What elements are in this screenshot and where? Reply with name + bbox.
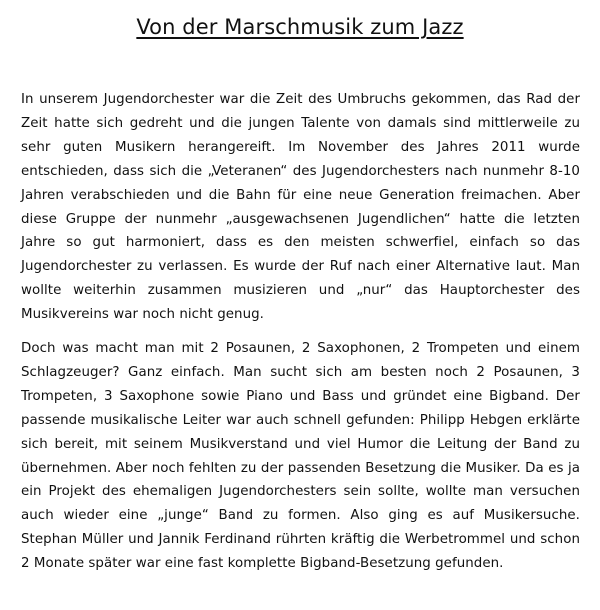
paragraph-2: Doch was macht man mit 2 Posaunen, 2 Saxophonen, 2 Trompeten und einem Schlagzeuger? Ganz einfach. Man sucht sich am besten noch 2 Posaunen, 3 Trompeten, 3 Saxophone sowie Piano und Bass und gründet eine Bigband. Der passende musikalische Leiter war auch schnell gefunden: Philipp Hebgen erklärte sich bereit, mit seinem Musikverstand und viel Humor die Leitung der Band zu übernehmen. Aber noch fehlten zu der passenden Besetzung die Musiker. Da es ja ein Projekt des ehemaligen Jugendorchesters sein sollte, wollte man versuchen auch wieder eine „junge“ Band zu formen. Also ging es auf Musikersuche. Stephan Müller und Jannik Ferdinand rührten kräftig die Werbetrommel und schon 2 Monate später war eine fast komplette Bigband-Besetzung gefunden. — [21, 341, 580, 572]
paragraph-1: In unserem Jugendorchester war die Zeit des Umbruchs gekommen, das Rad der Zeit hatte sich gedreht und die jungen Talente von damals sind mittlerweile zu sehr guten Musikern herangereift. Im November des Jahres 2011 wurde entschieden, dass sich die „Veteranen“ des Jugendorchesters nach nunmehr 8-10 Jahren verabschieden und die Bahn für eine neue Generation freimachen. Aber diese Gruppe der nunmehr „ausgewachsenen Jugendlichen“ hatte die letzten Jahre so gut harmoniert, dass es den meisten schwerfiel, einfach so das Jugendorchester zu verlassen. Es wurde der Ruf nach einer Alternative laut. Man wollte weiterhin zusammen musizieren und „nur“ das Hauptorchester des Musikvereins war noch nicht genug. — [21, 92, 580, 323]
document-title: Von der Marschmusik zum Jazz — [136, 15, 464, 39]
